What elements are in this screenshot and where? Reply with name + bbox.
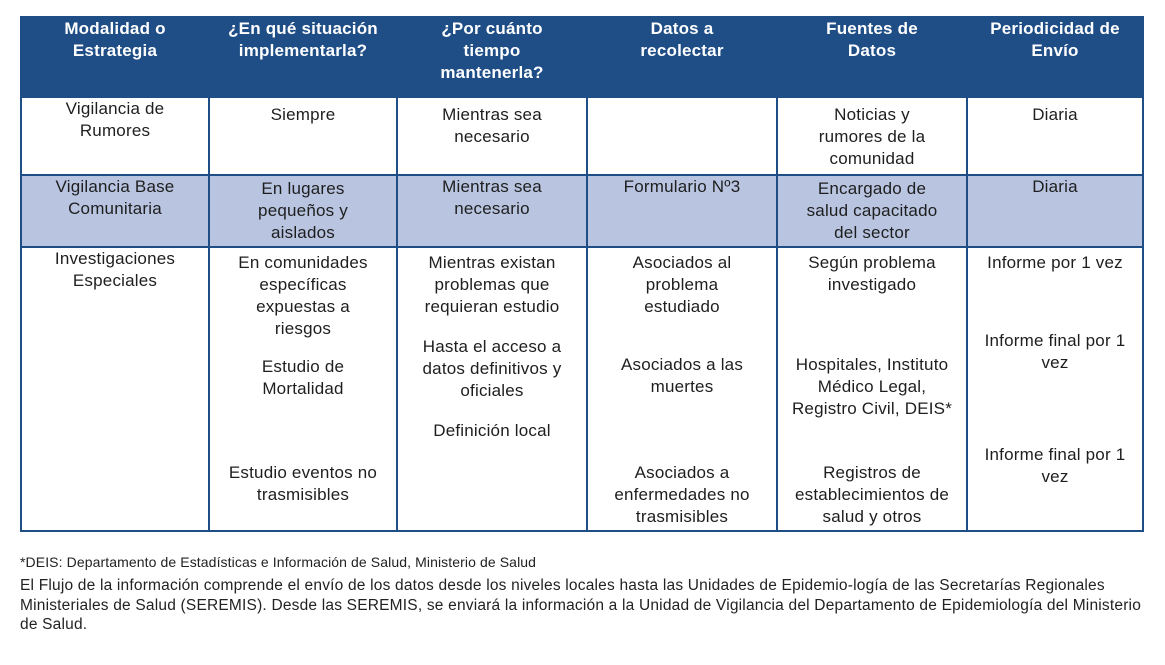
periodicidad-text: Diaria — [1032, 105, 1078, 124]
surveillance-table — [20, 16, 1144, 532]
body-paragraph: El Flujo de la información comprende el envío de los datos desde los niveles locales hasta las Unidades de Epidemio-logía de las Secretarías Regionales Ministeriales de Salud (SEREMIS). Desde las SEREMIS, se enviará la información a la Unidad de Vigilancia del Departamento de Epidemiología del Ministerio de Salud. — [20, 577, 1142, 633]
modalidad-text: Investigaciones Especiales — [54, 249, 176, 290]
tiempo-text: Mientras sea necesario — [442, 105, 542, 146]
table-row — [21, 247, 1143, 531]
tiempo-item: Definición local — [433, 421, 551, 440]
periodicidad-item: Informe final por 1 vez — [984, 331, 1126, 372]
header-datos: Datos a recolectar — [587, 17, 777, 97]
cell-tiempo — [397, 247, 587, 531]
datos-item: Asociados a las muertes — [620, 355, 744, 396]
cell-periodicidad — [967, 175, 1143, 247]
fuentes-item: Según problema investigado — [808, 253, 936, 294]
header-row — [21, 17, 1143, 97]
situacion-item: Estudio eventos no trasmisibles — [228, 463, 378, 504]
header-periodicidad: Periodicidad de Envío — [967, 17, 1143, 97]
datos-item: Asociados a enfermedades no trasmisibles — [614, 463, 750, 526]
cell-periodicidad — [967, 97, 1143, 175]
cell-datos — [587, 247, 777, 531]
header-situacion: ¿En qué situación implementarla? — [209, 17, 397, 97]
modalidad-text: Vigilancia Base Comunitaria — [55, 177, 175, 218]
cell-fuentes — [777, 97, 967, 175]
notes-section — [20, 553, 1150, 635]
cell-modalidad — [21, 247, 209, 531]
datos-text — [588, 98, 776, 104]
situacion-item: Estudio de Mortalidad — [261, 357, 345, 398]
footnote: *DEIS: Departamento de Estadísticas e Información de Salud, Ministerio de Salud — [20, 554, 537, 570]
header-tiempo: ¿Por cuánto tiempo mantenerla? — [397, 17, 587, 97]
modalidad-text: Vigilancia de Rumores — [65, 99, 165, 140]
table-container — [20, 16, 1142, 532]
fuentes-item: Hospitales, Instituto Médico Legal, Registro Civil, DEIS* — [791, 355, 953, 418]
periodicidad-item: Informe final por 1 vez — [984, 445, 1126, 486]
periodicidad-item: Informe por 1 vez — [987, 253, 1123, 272]
fuentes-text: Noticias y rumores de la comunidad — [818, 105, 926, 168]
cell-datos — [587, 97, 777, 175]
periodicidad-text: Diaria — [1032, 177, 1078, 196]
cell-periodicidad — [967, 247, 1143, 531]
situacion-item: En comunidades específicas expuestas a riesgos — [238, 253, 368, 338]
datos-text: Formulario Nº3 — [623, 177, 741, 196]
situacion-text: Siempre — [270, 105, 336, 124]
cell-fuentes — [777, 247, 967, 531]
cell-situacion — [209, 175, 397, 247]
tiempo-item: Hasta el acceso a datos definitivos y oficiales — [422, 337, 562, 400]
table-row — [21, 175, 1143, 247]
tiempo-text: Mientras sea necesario — [442, 177, 542, 218]
fuentes-item: Registros de establecimientos de salud y otros — [794, 463, 950, 526]
cell-modalidad — [21, 97, 209, 175]
tiempo-item: Mientras existan problemas que requieran estudio — [424, 253, 560, 316]
cell-situacion — [209, 247, 397, 531]
fuentes-text: Encargado de salud capacitado del sector — [806, 179, 938, 242]
cell-fuentes — [777, 175, 967, 247]
table-row — [21, 97, 1143, 175]
header-fuentes: Fuentes de Datos — [777, 17, 967, 97]
header-modalidad: Modalidad o Estrategia — [21, 17, 209, 97]
cell-situacion — [209, 97, 397, 175]
situacion-text: En lugares pequeños y aislados — [258, 179, 348, 242]
cell-datos — [587, 175, 777, 247]
cell-tiempo — [397, 97, 587, 175]
cell-tiempo — [397, 175, 587, 247]
cell-modalidad — [21, 175, 209, 247]
datos-item: Asociados al problema estudiado — [632, 253, 732, 316]
